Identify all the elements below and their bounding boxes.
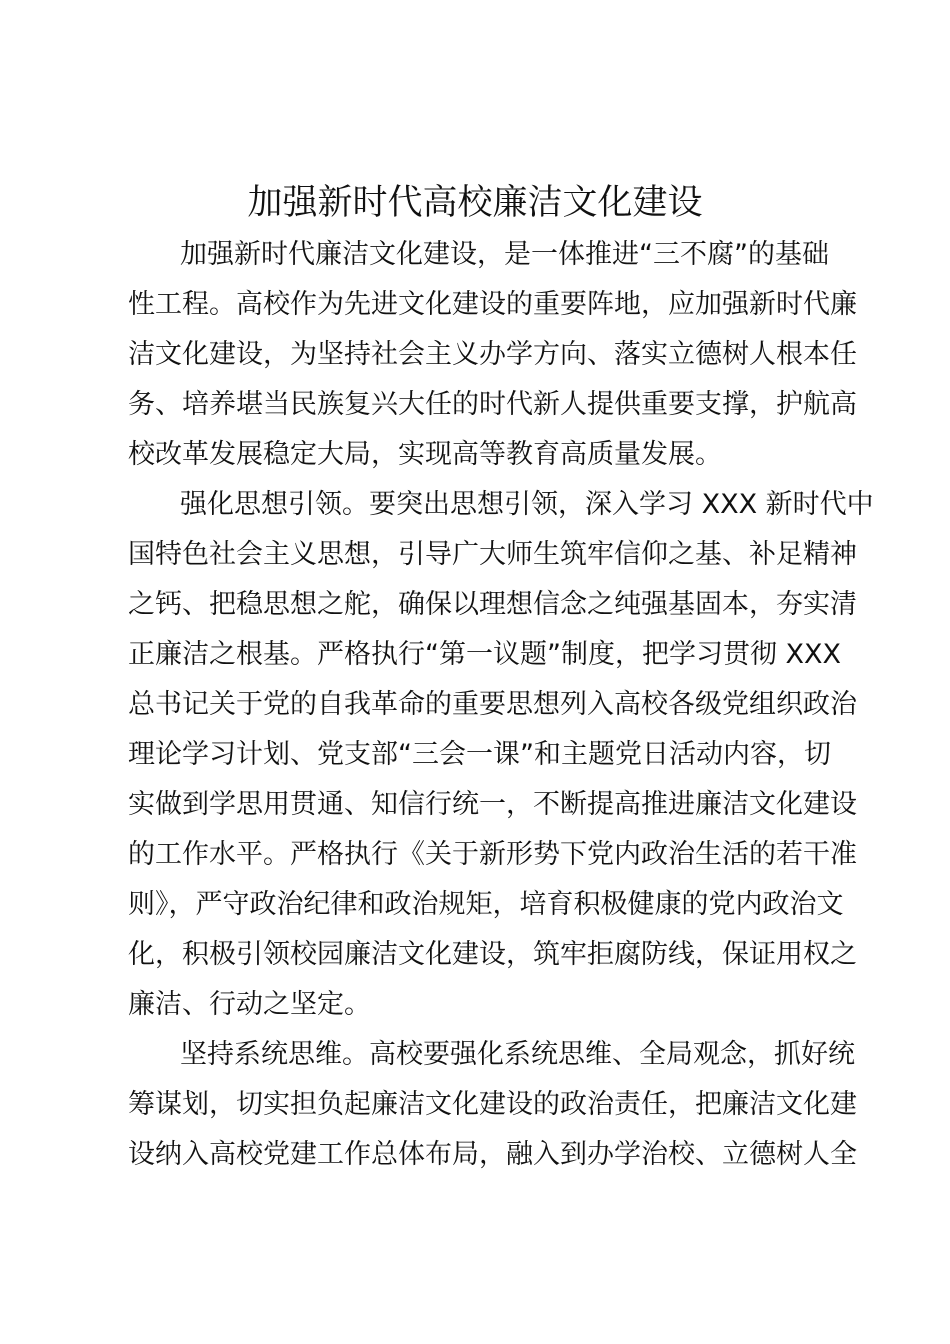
text-line: 务、培养堪当民族复兴大任的时代新人提供重要支撑，护航高 <box>128 389 857 420</box>
text-line: 化，积极引领校园廉洁文化建设，筑牢拒腐防线，保证用权之 <box>128 939 857 970</box>
paragraph-ideological-guidance <box>128 480 874 1030</box>
text-line: 总书记关于党的自我革命的重要思想列入高校各级党组织政治 <box>128 689 857 720</box>
text-line: 廉洁、行动之坚定。 <box>128 989 371 1020</box>
text-line: 实做到学思用贯通、知信行统一，不断提高推进廉洁文化建设 <box>128 789 857 820</box>
text-line: 坚持系统思维。高校要强化系统思维、全局观念，抓好统 <box>180 1039 855 1070</box>
text-line: 的工作水平。严格执行《关于新形势下党内政治生活的若干准 <box>128 839 857 870</box>
text-line: 正廉洁之根基。严格执行“第一议题”制度，把学习贯彻 XXX <box>128 639 842 670</box>
text-line: 理论学习计划、党支部“三会一课”和主题党日活动内容，切 <box>128 739 831 770</box>
text-line: 国特色社会主义思想，引导广大师生筑牢信仰之基、补足精神 <box>128 539 857 570</box>
text-line: 之钙、把稳思想之舵，确保以理想信念之纯强基固本，夯实清 <box>128 589 857 620</box>
text-line: 校改革发展稳定大局，实现高等教育高质量发展。 <box>128 439 722 470</box>
text-line: 筹谋划，切实担负起廉洁文化建设的政治责任，把廉洁文化建 <box>128 1089 857 1120</box>
paragraph-intro <box>128 230 857 480</box>
text-line: 强化思想引领。要突出思想引领，深入学习 XXX 新时代中 <box>180 489 874 520</box>
text-line: 洁文化建设，为坚持社会主义办学方向、落实立德树人根本任 <box>128 339 857 370</box>
document-title: 加强新时代高校廉洁文化建设 <box>247 183 703 223</box>
text-line: 则》，严守政治纪律和政治规矩，培育积极健康的党内政治文 <box>128 889 844 920</box>
text-line: 性工程。高校作为先进文化建设的重要阵地，应加强新时代廉 <box>128 289 857 320</box>
document-body <box>128 230 874 1180</box>
paragraph-systems-thinking <box>128 1030 857 1180</box>
text-line: 设纳入高校党建工作总体布局，融入到办学治校、立德树人全 <box>128 1139 857 1170</box>
text-line: 加强新时代廉洁文化建设，是一体推进“三不腐”的基础 <box>180 239 829 270</box>
